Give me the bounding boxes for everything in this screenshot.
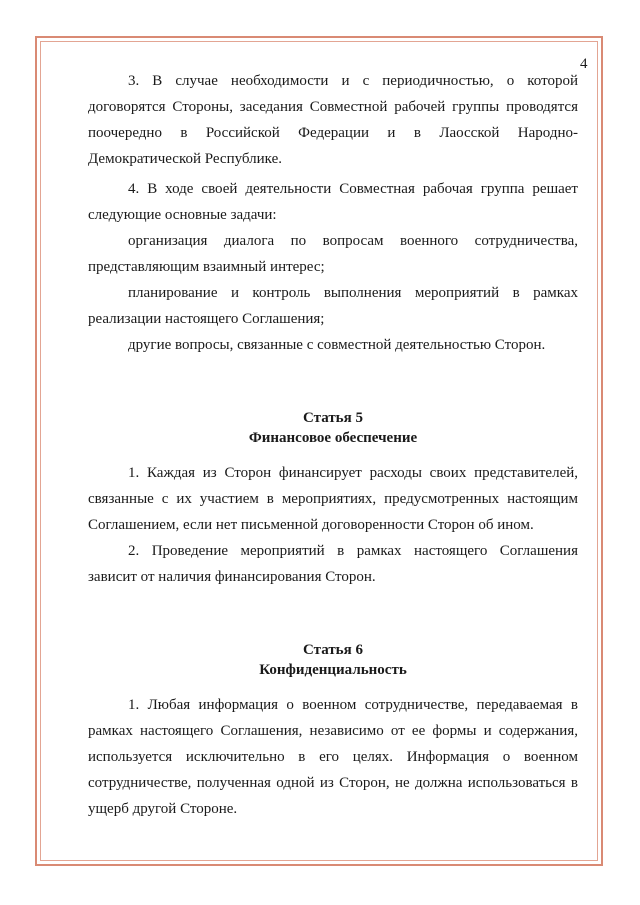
article-6-paragraph-1: 1. Любая информация о военном сотрудничестве, передаваемая в рамках настоящего Соглашения, независимо от ее формы и содержания, используется исключительно в его целях. Информация о военном сотрудничестве, полученная одной из Сторон, не должна использоваться в ущерб другой Стороне. [88,697,578,817]
page-number: 4 [580,56,588,72]
article-5-paragraph-2: 2. Проведение мероприятий в рамках настоящего Соглашения зависит от наличия финансирования Сторон. [88,543,578,585]
task-item-3: другие вопросы, связанные с совместной деятельностью Сторон. [128,337,546,353]
document-body [88,68,578,822]
article-5-number: Статья 5 [303,410,363,426]
article-6-heading [88,640,578,680]
task-item-2: планирование и контроль выполнения мероприятий в рамках реализации настоящего Соглашения; [88,285,578,327]
article-5-heading [88,408,578,448]
article-5-paragraph-1: 1. Каждая из Сторон финансирует расходы своих представителей, связанные с их участием в мероприятиях, предусмотренных настоящим Соглашением, если нет письменной договоренности Сторон об ином. [88,465,578,533]
article-5-title: Финансовое обеспечение [248,430,418,446]
article-6-number: Статья 6 [303,642,363,658]
task-item-1: организация диалога по вопросам военного сотрудничества, представляющим взаимный интерес; [88,233,578,275]
article-6-title: Конфиденциальность [259,662,407,678]
paragraph-3: 3. В случае необходимости и с периодичностью, о которой договорятся Стороны, заседания Совместной рабочей группы проводятся поочередно в Российской Федерации и в Лаосской Народно-Демократической Республике. [88,73,578,167]
paragraph-4: 4. В ходе своей деятельности Совместная рабочая группа решает следующие основные задачи: [88,181,578,223]
